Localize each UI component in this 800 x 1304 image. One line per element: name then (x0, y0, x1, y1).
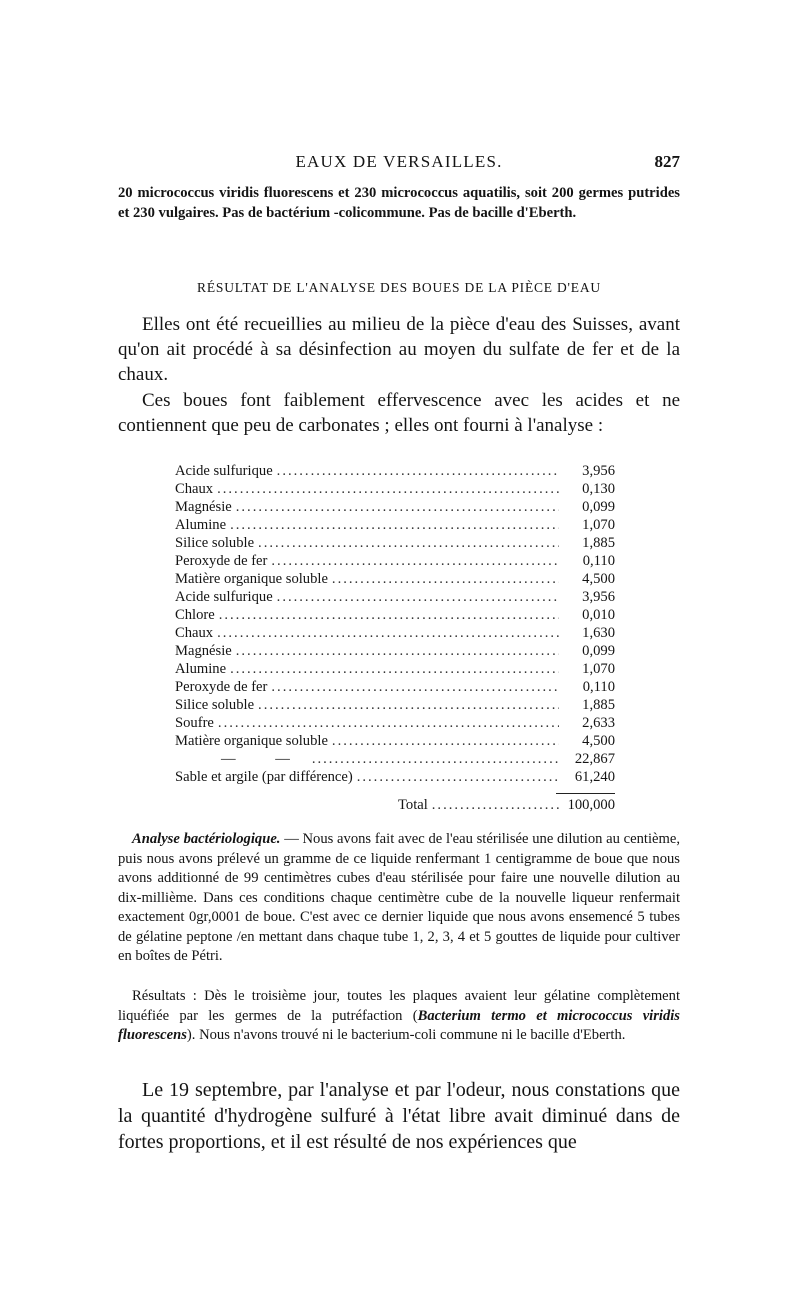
component-value: 0,110 (582, 553, 615, 569)
sum-rule (556, 793, 615, 794)
ditto-marks: — — (221, 751, 308, 767)
closing-paragraph: Le 19 septembre, par l'analyse et par l'odeur, nous constations que la quantité d'hydrogène sulfuré à l'état libre avait diminué dans de fortes proportions, et il est résulté de nos expériences que (118, 1079, 680, 1153)
leader-dots (357, 769, 559, 786)
component-name: Matière organique soluble (175, 733, 328, 749)
paragraph-collection: Elles ont été recueillies au milieu de la pièce d'eau des Suisses, avant qu'on ait procédé à sa désinfection au moyen du sulfate de fer et de la chaux. (118, 314, 680, 385)
component-value: 4,500 (582, 571, 615, 587)
table-row (175, 643, 615, 661)
table-row (175, 535, 615, 553)
leader-dots (312, 751, 559, 768)
component-name: Silice soluble (175, 697, 255, 713)
component-value: 61,240 (574, 769, 615, 785)
component-name: Silice soluble (175, 535, 255, 551)
paragraph-effervescence: Ces boues font faiblement effervescence avec les acides et ne contiennent que peu de carbonates ; elles ont fourni à l'analyse : (118, 390, 680, 436)
leader-dots (236, 499, 559, 516)
total-value: 100,000 (567, 797, 615, 813)
table-row (175, 733, 615, 751)
component-name: Acide sulfurique (175, 589, 273, 605)
leader-dots (332, 571, 559, 588)
intro-paragraph: 20 micrococcus viridis fluorescens et 230 micrococcus aquatilis, soit 200 germes putrides et 230 vulgaires. Pas de bactérium -colicommune. Pas de bacille d'Eberth. (118, 185, 680, 221)
running-title: EAUX DE VERSAILLES. (295, 152, 503, 171)
results-paragraph (118, 987, 680, 1046)
component-value: 0,010 (582, 607, 615, 623)
component-value: 1,070 (582, 517, 615, 533)
leader-dots (236, 643, 559, 660)
leader-dots (271, 679, 559, 696)
component-name: Chaux (175, 625, 214, 641)
table-row (175, 679, 615, 697)
component-value: 22,867 (574, 751, 615, 767)
total-label: Total (398, 797, 428, 813)
table-row (175, 625, 615, 643)
component-value: 0,130 (582, 481, 615, 497)
leader-dots (277, 463, 559, 480)
component-name: Matière organique soluble (175, 571, 328, 587)
table-row (175, 607, 615, 625)
component-value: 1,630 (582, 625, 615, 641)
component-name: Soufre (175, 715, 214, 731)
component-name: Magnésie (175, 499, 232, 515)
table-row (175, 481, 615, 499)
leader-dots (258, 697, 559, 714)
component-name: Chaux (175, 481, 214, 497)
table-row (175, 751, 615, 769)
leader-dots (432, 797, 559, 814)
table-row (175, 571, 615, 589)
component-name: Alumine (175, 661, 227, 677)
table-row (175, 715, 615, 733)
component-value: 3,956 (582, 589, 615, 605)
table-row (175, 697, 615, 715)
leader-dots (218, 715, 559, 732)
table-row (175, 661, 615, 679)
component-name: Alumine (175, 517, 227, 533)
leader-dots (230, 517, 559, 534)
table-row (175, 499, 615, 517)
leader-dots (217, 625, 559, 642)
component-value: 2,633 (582, 715, 615, 731)
results-species: Bacterium termo et micrococcus viridis fluorescens (118, 1007, 680, 1043)
leader-dots (217, 481, 559, 498)
component-value: 0,110 (582, 679, 615, 695)
leader-dots (332, 733, 559, 750)
table-row (175, 553, 615, 571)
results-text-end: ). Nous n'avons trouvé ni le bacterium-coli commune ni le bacille d'Eberth. (186, 1027, 626, 1043)
table-row (175, 463, 615, 481)
bacteriology-title: Analyse bactériologique. (132, 831, 281, 847)
table-row (175, 517, 615, 535)
component-value: 1,885 (582, 535, 615, 551)
bacteriology-paragraph (118, 830, 680, 967)
bacteriology-text: — Nous avons fait avec de l'eau stérilisée une dilution au centième, puis nous avons prélevé un gramme de ce liquide renfermant 1 centigramme de boue que nous avons additionné de 99 centimètres cubes d'eau stérilisée pour faire une nouvelle dilution au dix-millième. Dans ces conditions chaque centimètre cube de la nouvelle liqueur renfermait exactement 0gr,0001 de boue. C'est avec ce dernier liquide que nous avons ensemencé 5 tubes de gélatine peptone /en mettant dans chaque tube 1, 2, 3, 4 et 5 gouttes de liquide pour cultiver en boîtes de Pétri. (118, 831, 680, 964)
component-name: Peroxyde de fer (175, 553, 268, 569)
component-name: Chlore (175, 607, 215, 623)
section-heading: RÉSULTAT DE L'ANALYSE DES BOUES DE LA PIÈCE D'EAU (197, 280, 601, 295)
component-value: 1,885 (582, 697, 615, 713)
component-value: 1,070 (582, 661, 615, 677)
leader-dots (219, 607, 559, 624)
leader-dots (230, 661, 559, 678)
component-name: Peroxyde de fer (175, 679, 268, 695)
component-name: Acide sulfurique (175, 463, 273, 479)
leader-dots (258, 535, 559, 552)
table-row (175, 769, 615, 787)
page-header (118, 150, 680, 174)
leader-dots (277, 589, 559, 606)
results-text-start: Résultats : Dès le troisième jour, toutes les plaques avaient leur gélatine complètement liquéfiée par les germes de la putréfaction ( (118, 988, 680, 1024)
component-value: 3,956 (582, 463, 615, 479)
page-number: 827 (654, 152, 680, 171)
component-value: 0,099 (582, 499, 615, 515)
total-row (175, 797, 615, 817)
component-value: 4,500 (582, 733, 615, 749)
component-value: 0,099 (582, 643, 615, 659)
component-name: Magnésie (175, 643, 232, 659)
table-row (175, 589, 615, 607)
leader-dots (271, 553, 559, 570)
component-name: Sable et argile (par différence) (175, 769, 353, 785)
